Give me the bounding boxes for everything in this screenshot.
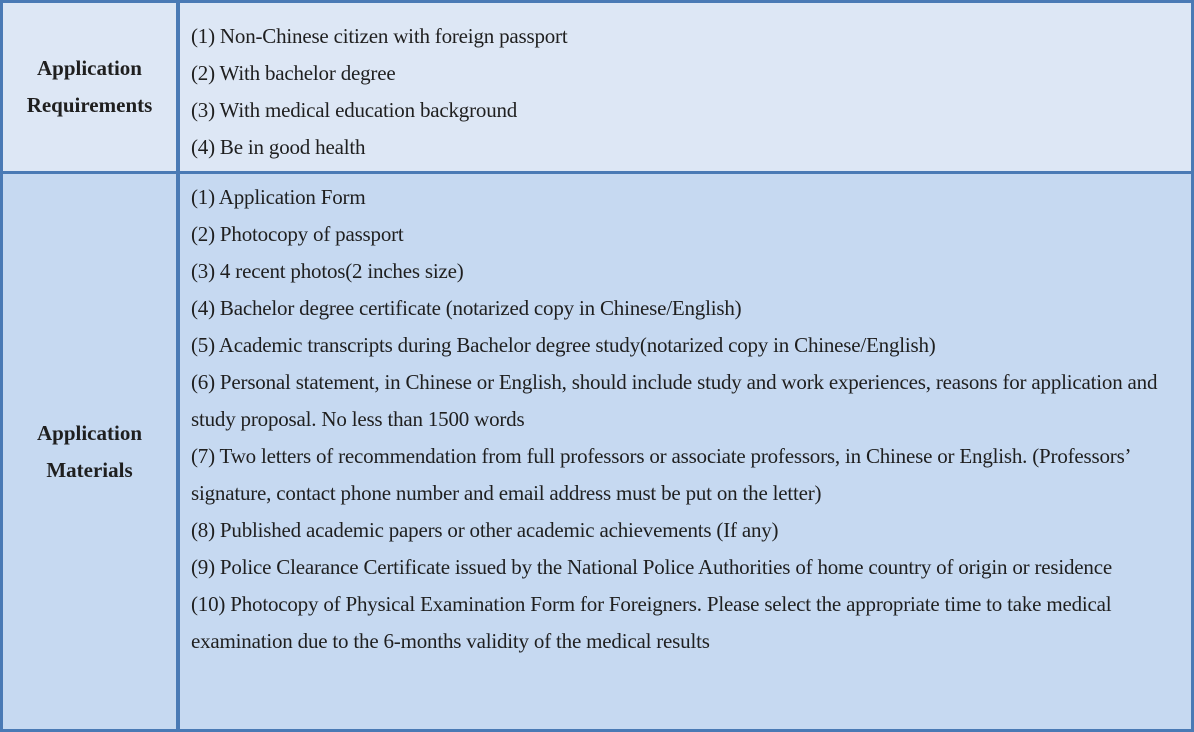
requirements-list — [180, 3, 1191, 171]
material-item: (4) Bachelor degree certificate (notarized copy in Chinese/English) — [191, 296, 742, 320]
requirement-item: (4) Be in good health — [191, 135, 366, 159]
materials-row — [3, 174, 1191, 729]
material-item: (7) Two letters of recommendation from full professors or associate professors, in Chinese or English. (Professors’ signature, contact phone number and email address must be put on the letter) — [191, 444, 1130, 505]
requirement-item: (2) With bachelor degree — [191, 61, 396, 85]
material-item: (2) Photocopy of passport — [191, 222, 404, 246]
material-item: (10) Photocopy of Physical Examination Form for Foreigners. Please select the appropriate time to take medical examination due to the 6-months validity of the medical results — [191, 592, 1112, 653]
material-item: (1) Application Form — [191, 185, 366, 209]
material-item: (3) 4 recent photos(2 inches size) — [191, 259, 464, 283]
materials-list — [180, 174, 1191, 729]
requirements-label-line2: Requirements — [26, 93, 153, 117]
requirement-item: (1) Non-Chinese citizen with foreign passport — [191, 24, 568, 48]
material-item: (5) Academic transcripts during Bachelor degree study(notarized copy in Chinese/English) — [191, 333, 936, 357]
requirements-row — [3, 3, 1191, 171]
requirements-label-line1: Application — [36, 56, 142, 80]
materials-label-line2: Materials — [46, 457, 133, 482]
material-item: (9) Police Clearance Certificate issued by the National Police Authorities of home country of origin or residence — [191, 555, 1112, 579]
material-item: (6) Personal statement, in Chinese or English, should include study and work experiences, reasons for application and study proposal. No less than 1500 words — [191, 370, 1158, 431]
requirement-item: (3) With medical education background — [191, 98, 518, 122]
requirements-label — [3, 3, 176, 171]
material-item: (8) Published academic papers or other academic achievements (If any) — [191, 518, 779, 542]
materials-label-line1: Application — [36, 420, 143, 445]
materials-label — [3, 174, 176, 729]
